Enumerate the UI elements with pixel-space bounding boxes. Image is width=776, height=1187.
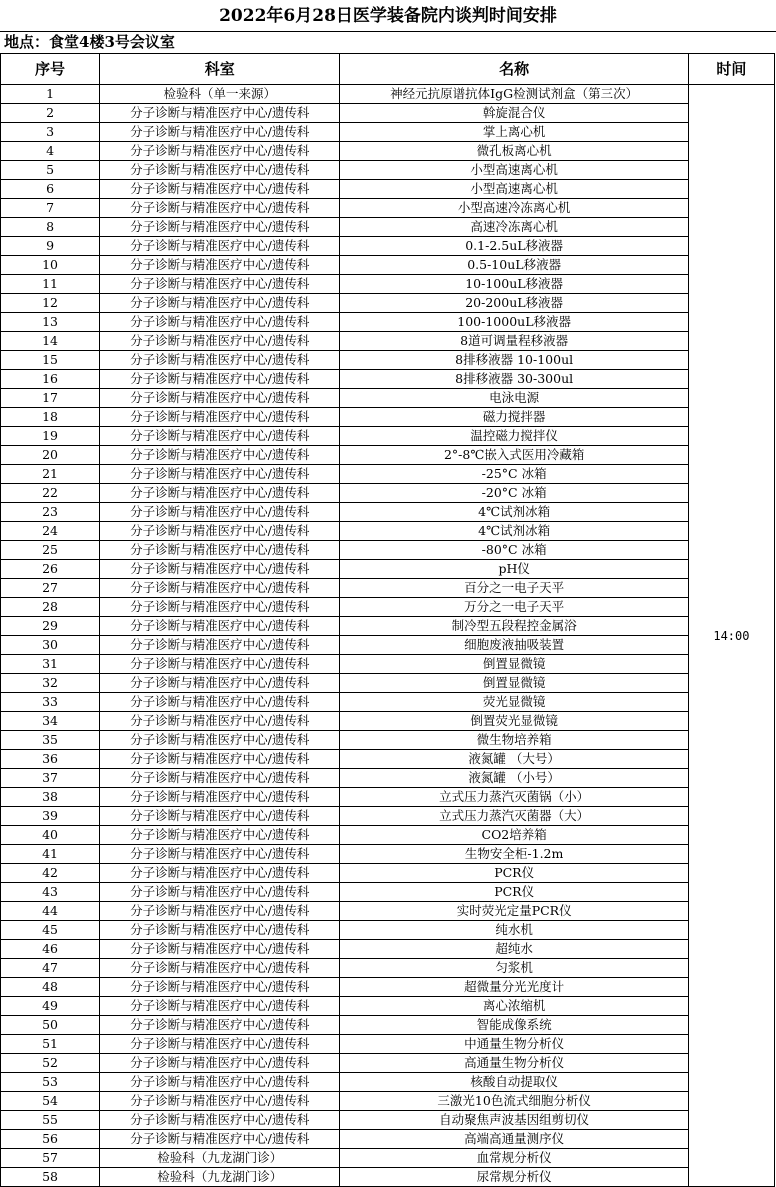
cell-seq: 17: [1, 389, 100, 408]
cell-seq: 12: [1, 294, 100, 313]
cell-dept: 分子诊断与精准医疗中心/遗传科: [100, 313, 340, 332]
cell-dept: 分子诊断与精准医疗中心/遗传科: [100, 142, 340, 161]
cell-name: 液氮罐 （大号）: [340, 750, 688, 769]
cell-name: 生物安全柜-1.2m: [340, 845, 688, 864]
cell-name: 核酸自动提取仪: [340, 1073, 688, 1092]
cell-seq: 50: [1, 1016, 100, 1035]
cell-dept: 分子诊断与精准医疗中心/遗传科: [100, 446, 340, 465]
table-row: [1, 731, 775, 750]
cell-seq: 21: [1, 465, 100, 484]
cell-seq: 11: [1, 275, 100, 294]
table-row: [1, 370, 775, 389]
table-row: [1, 180, 775, 199]
cell-name: 电泳电源: [340, 389, 688, 408]
cell-seq: 4: [1, 142, 100, 161]
cell-name: 荧光显微镜: [340, 693, 688, 712]
table-row: [1, 978, 775, 997]
cell-seq: 30: [1, 636, 100, 655]
header-row: [1, 54, 775, 85]
cell-name: 微孔板离心机: [340, 142, 688, 161]
table-row: [1, 1149, 775, 1168]
cell-seq: 36: [1, 750, 100, 769]
location-line: 地点：食堂4楼3号会议室: [4, 33, 175, 51]
cell-dept: 分子诊断与精准医疗中心/遗传科: [100, 541, 340, 560]
cell-dept: 分子诊断与精准医疗中心/遗传科: [100, 845, 340, 864]
cell-dept: 分子诊断与精准医疗中心/遗传科: [100, 427, 340, 446]
cell-seq: 18: [1, 408, 100, 427]
cell-name: 0.5-10uL移液器: [340, 256, 688, 275]
cell-name: 4℃试剂冰箱: [340, 522, 688, 541]
cell-name: 制冷型五段程控金属浴: [340, 617, 688, 636]
cell-name: 万分之一电子天平: [340, 598, 688, 617]
table-row: [1, 959, 775, 978]
cell-dept: 分子诊断与精准医疗中心/遗传科: [100, 370, 340, 389]
cell-seq: 57: [1, 1149, 100, 1168]
cell-dept: 分子诊断与精准医疗中心/遗传科: [100, 218, 340, 237]
cell-seq: 58: [1, 1168, 100, 1187]
cell-dept: 分子诊断与精准医疗中心/遗传科: [100, 769, 340, 788]
cell-seq: 22: [1, 484, 100, 503]
cell-name: 中通量生物分析仪: [340, 1035, 688, 1054]
table-row: [1, 408, 775, 427]
cell-seq: 24: [1, 522, 100, 541]
cell-dept: 分子诊断与精准医疗中心/遗传科: [100, 275, 340, 294]
cell-seq: 26: [1, 560, 100, 579]
cell-name: 2°-8℃嵌入式医用冷藏箱: [340, 446, 688, 465]
cell-dept: 分子诊断与精准医疗中心/遗传科: [100, 636, 340, 655]
cell-seq: 14: [1, 332, 100, 351]
cell-dept: 分子诊断与精准医疗中心/遗传科: [100, 1130, 340, 1149]
cell-seq: 28: [1, 598, 100, 617]
cell-dept: 分子诊断与精准医疗中心/遗传科: [100, 389, 340, 408]
table-row: [1, 902, 775, 921]
cell-dept: 分子诊断与精准医疗中心/遗传科: [100, 997, 340, 1016]
cell-name: PCR仪: [340, 864, 688, 883]
cell-name: -80°C 冰箱: [340, 541, 688, 560]
cell-seq: 15: [1, 351, 100, 370]
cell-name: 血常规分析仪: [340, 1149, 688, 1168]
cell-dept: 分子诊断与精准医疗中心/遗传科: [100, 123, 340, 142]
cell-dept: 分子诊断与精准医疗中心/遗传科: [100, 807, 340, 826]
cell-name: 细胞废液抽吸装置: [340, 636, 688, 655]
cell-dept: 分子诊断与精准医疗中心/遗传科: [100, 750, 340, 769]
table-row: [1, 1130, 775, 1149]
cell-seq: 44: [1, 902, 100, 921]
cell-name: 倒置荧光显微镜: [340, 712, 688, 731]
cell-name: 小型高速离心机: [340, 180, 688, 199]
table-row: [1, 921, 775, 940]
cell-dept: 分子诊断与精准医疗中心/遗传科: [100, 864, 340, 883]
cell-dept: 分子诊断与精准医疗中心/遗传科: [100, 693, 340, 712]
table-row: [1, 560, 775, 579]
table-row: [1, 332, 775, 351]
table-row: [1, 294, 775, 313]
cell-seq: 45: [1, 921, 100, 940]
cell-name: PCR仪: [340, 883, 688, 902]
table-row: [1, 579, 775, 598]
cell-name: 斡旋混合仪: [340, 104, 688, 123]
header-name: 名称: [340, 54, 688, 85]
cell-time: 14:00: [688, 85, 774, 1187]
table-row: [1, 864, 775, 883]
cell-seq: 2: [1, 104, 100, 123]
cell-dept: 分子诊断与精准医疗中心/遗传科: [100, 104, 340, 123]
cell-seq: 53: [1, 1073, 100, 1092]
cell-name: 10-100uL移液器: [340, 275, 688, 294]
cell-name: 8道可调量程移液器: [340, 332, 688, 351]
cell-name: 智能成像系统: [340, 1016, 688, 1035]
cell-dept: 分子诊断与精准医疗中心/遗传科: [100, 788, 340, 807]
table-body: [1, 85, 775, 1187]
cell-name: 匀浆机: [340, 959, 688, 978]
table-row: [1, 104, 775, 123]
cell-name: 4℃试剂冰箱: [340, 503, 688, 522]
table-row: [1, 1111, 775, 1130]
table-row: [1, 256, 775, 275]
cell-name: 掌上离心机: [340, 123, 688, 142]
cell-seq: 23: [1, 503, 100, 522]
table-row: [1, 845, 775, 864]
cell-name: 纯水机: [340, 921, 688, 940]
table-row: [1, 522, 775, 541]
cell-dept: 分子诊断与精准医疗中心/遗传科: [100, 294, 340, 313]
cell-dept: 分子诊断与精准医疗中心/遗传科: [100, 180, 340, 199]
cell-name: 8排移液器 10-100ul: [340, 351, 688, 370]
table-row: [1, 446, 775, 465]
table-row: [1, 598, 775, 617]
table-row: [1, 199, 775, 218]
cell-seq: 40: [1, 826, 100, 845]
table-row: [1, 313, 775, 332]
cell-name: 立式压力蒸汽灭菌器（大）: [340, 807, 688, 826]
cell-dept: 分子诊断与精准医疗中心/遗传科: [100, 655, 340, 674]
cell-dept: 分子诊断与精准医疗中心/遗传科: [100, 1016, 340, 1035]
cell-name: 液氮罐 （小号）: [340, 769, 688, 788]
cell-seq: 34: [1, 712, 100, 731]
cell-seq: 42: [1, 864, 100, 883]
cell-seq: 10: [1, 256, 100, 275]
cell-seq: 51: [1, 1035, 100, 1054]
table-row: [1, 1073, 775, 1092]
table-row: [1, 674, 775, 693]
cell-name: 三激光10色流式细胞分析仪: [340, 1092, 688, 1111]
cell-dept: 分子诊断与精准医疗中心/遗传科: [100, 1073, 340, 1092]
cell-seq: 6: [1, 180, 100, 199]
table-row: [1, 997, 775, 1016]
cell-seq: 25: [1, 541, 100, 560]
cell-name: 高端高通量测序仪: [340, 1130, 688, 1149]
table-row: [1, 807, 775, 826]
cell-dept: 分子诊断与精准医疗中心/遗传科: [100, 712, 340, 731]
cell-dept: 分子诊断与精准医疗中心/遗传科: [100, 522, 340, 541]
cell-name: 8排移液器 30-300ul: [340, 370, 688, 389]
table-row: [1, 427, 775, 446]
cell-seq: 20: [1, 446, 100, 465]
cell-name: 微生物培养箱: [340, 731, 688, 750]
cell-seq: 8: [1, 218, 100, 237]
page-title: 2022年6月28日医学装备院内谈判时间安排: [0, 0, 776, 32]
cell-dept: 分子诊断与精准医疗中心/遗传科: [100, 161, 340, 180]
cell-seq: 46: [1, 940, 100, 959]
cell-dept: 分子诊断与精准医疗中心/遗传科: [100, 978, 340, 997]
cell-dept: 分子诊断与精准医疗中心/遗传科: [100, 598, 340, 617]
cell-seq: 16: [1, 370, 100, 389]
cell-name: 倒置显微镜: [340, 655, 688, 674]
cell-seq: 19: [1, 427, 100, 446]
table-row: [1, 1016, 775, 1035]
table-row: [1, 788, 775, 807]
cell-dept: 分子诊断与精准医疗中心/遗传科: [100, 579, 340, 598]
cell-seq: 1: [1, 85, 100, 104]
table-row: [1, 636, 775, 655]
cell-dept: 分子诊断与精准医疗中心/遗传科: [100, 1054, 340, 1073]
cell-seq: 35: [1, 731, 100, 750]
table-row: [1, 465, 775, 484]
table-row: [1, 712, 775, 731]
cell-name: 100-1000uL移液器: [340, 313, 688, 332]
table-row: [1, 161, 775, 180]
cell-name: 离心浓缩机: [340, 997, 688, 1016]
table-row: [1, 1054, 775, 1073]
table-row: [1, 1035, 775, 1054]
table-row: [1, 769, 775, 788]
cell-dept: 分子诊断与精准医疗中心/遗传科: [100, 256, 340, 275]
cell-dept: 分子诊断与精准医疗中心/遗传科: [100, 199, 340, 218]
cell-seq: 13: [1, 313, 100, 332]
cell-name: -20°C 冰箱: [340, 484, 688, 503]
cell-dept: 分子诊断与精准医疗中心/遗传科: [100, 617, 340, 636]
cell-seq: 56: [1, 1130, 100, 1149]
cell-dept: 检验科（单一来源）: [100, 85, 340, 104]
cell-dept: 分子诊断与精准医疗中心/遗传科: [100, 1111, 340, 1130]
table-row: [1, 351, 775, 370]
cell-name: -25°C 冰箱: [340, 465, 688, 484]
cell-name: 百分之一电子天平: [340, 579, 688, 598]
header-seq: 序号: [1, 54, 100, 85]
cell-name: pH仪: [340, 560, 688, 579]
cell-dept: 分子诊断与精准医疗中心/遗传科: [100, 921, 340, 940]
cell-seq: 5: [1, 161, 100, 180]
cell-name: 超纯水: [340, 940, 688, 959]
cell-seq: 52: [1, 1054, 100, 1073]
cell-dept: 分子诊断与精准医疗中心/遗传科: [100, 883, 340, 902]
cell-name: 高通量生物分析仪: [340, 1054, 688, 1073]
table-row: [1, 85, 775, 104]
cell-dept: 分子诊断与精准医疗中心/遗传科: [100, 902, 340, 921]
cell-dept: 分子诊断与精准医疗中心/遗传科: [100, 826, 340, 845]
table-row: [1, 218, 775, 237]
cell-dept: 检验科（九龙湖门诊）: [100, 1149, 340, 1168]
cell-seq: 49: [1, 997, 100, 1016]
table-row: [1, 142, 775, 161]
cell-dept: 分子诊断与精准医疗中心/遗传科: [100, 503, 340, 522]
cell-dept: 分子诊断与精准医疗中心/遗传科: [100, 237, 340, 256]
table-row: [1, 655, 775, 674]
table-row: [1, 1168, 775, 1187]
cell-seq: 43: [1, 883, 100, 902]
cell-seq: 27: [1, 579, 100, 598]
cell-name: 高速冷冻离心机: [340, 218, 688, 237]
cell-seq: 39: [1, 807, 100, 826]
cell-seq: 29: [1, 617, 100, 636]
header-dept: 科室: [100, 54, 340, 85]
cell-name: 神经元抗原谱抗体IgG检测试剂盒（第三次）: [340, 85, 688, 104]
table-row: [1, 275, 775, 294]
cell-dept: 检验科（九龙湖门诊）: [100, 1168, 340, 1187]
cell-name: 尿常规分析仪: [340, 1168, 688, 1187]
cell-dept: 分子诊断与精准医疗中心/遗传科: [100, 959, 340, 978]
table-row: [1, 503, 775, 522]
cell-seq: 37: [1, 769, 100, 788]
table-row: [1, 541, 775, 560]
cell-seq: 7: [1, 199, 100, 218]
cell-seq: 48: [1, 978, 100, 997]
cell-name: 自动聚焦声波基因组剪切仪: [340, 1111, 688, 1130]
table-row: [1, 123, 775, 142]
cell-seq: 38: [1, 788, 100, 807]
cell-dept: 分子诊断与精准医疗中心/遗传科: [100, 731, 340, 750]
cell-dept: 分子诊断与精准医疗中心/遗传科: [100, 465, 340, 484]
cell-seq: 9: [1, 237, 100, 256]
header-time: 时间: [688, 54, 774, 85]
cell-dept: 分子诊断与精准医疗中心/遗传科: [100, 1092, 340, 1111]
cell-dept: 分子诊断与精准医疗中心/遗传科: [100, 484, 340, 503]
cell-name: 20-200uL移液器: [340, 294, 688, 313]
table-row: [1, 617, 775, 636]
cell-name: 立式压力蒸汽灭菌锅（小）: [340, 788, 688, 807]
cell-name: CO2培养箱: [340, 826, 688, 845]
cell-dept: 分子诊断与精准医疗中心/遗传科: [100, 351, 340, 370]
cell-name: 小型高速离心机: [340, 161, 688, 180]
table-row: [1, 693, 775, 712]
table-row: [1, 1092, 775, 1111]
table-row: [1, 389, 775, 408]
cell-dept: 分子诊断与精准医疗中心/遗传科: [100, 674, 340, 693]
table-row: [1, 940, 775, 959]
cell-dept: 分子诊断与精准医疗中心/遗传科: [100, 1035, 340, 1054]
cell-name: 0.1-2.5uL移液器: [340, 237, 688, 256]
cell-seq: 32: [1, 674, 100, 693]
cell-name: 倒置显微镜: [340, 674, 688, 693]
cell-name: 实时荧光定量PCR仪: [340, 902, 688, 921]
cell-seq: 31: [1, 655, 100, 674]
cell-name: 温控磁力搅拌仪: [340, 427, 688, 446]
table-row: [1, 750, 775, 769]
cell-dept: 分子诊断与精准医疗中心/遗传科: [100, 940, 340, 959]
cell-seq: 47: [1, 959, 100, 978]
cell-seq: 3: [1, 123, 100, 142]
cell-name: 磁力搅拌器: [340, 408, 688, 427]
cell-name: 小型高速冷冻离心机: [340, 199, 688, 218]
cell-seq: 55: [1, 1111, 100, 1130]
table-row: [1, 484, 775, 503]
table-row: [1, 237, 775, 256]
cell-seq: 33: [1, 693, 100, 712]
schedule-table: [0, 53, 775, 1187]
cell-dept: 分子诊断与精准医疗中心/遗传科: [100, 560, 340, 579]
cell-seq: 54: [1, 1092, 100, 1111]
cell-name: 超微量分光光度计: [340, 978, 688, 997]
table-row: [1, 826, 775, 845]
table-row: [1, 883, 775, 902]
cell-seq: 41: [1, 845, 100, 864]
cell-dept: 分子诊断与精准医疗中心/遗传科: [100, 332, 340, 351]
cell-dept: 分子诊断与精准医疗中心/遗传科: [100, 408, 340, 427]
